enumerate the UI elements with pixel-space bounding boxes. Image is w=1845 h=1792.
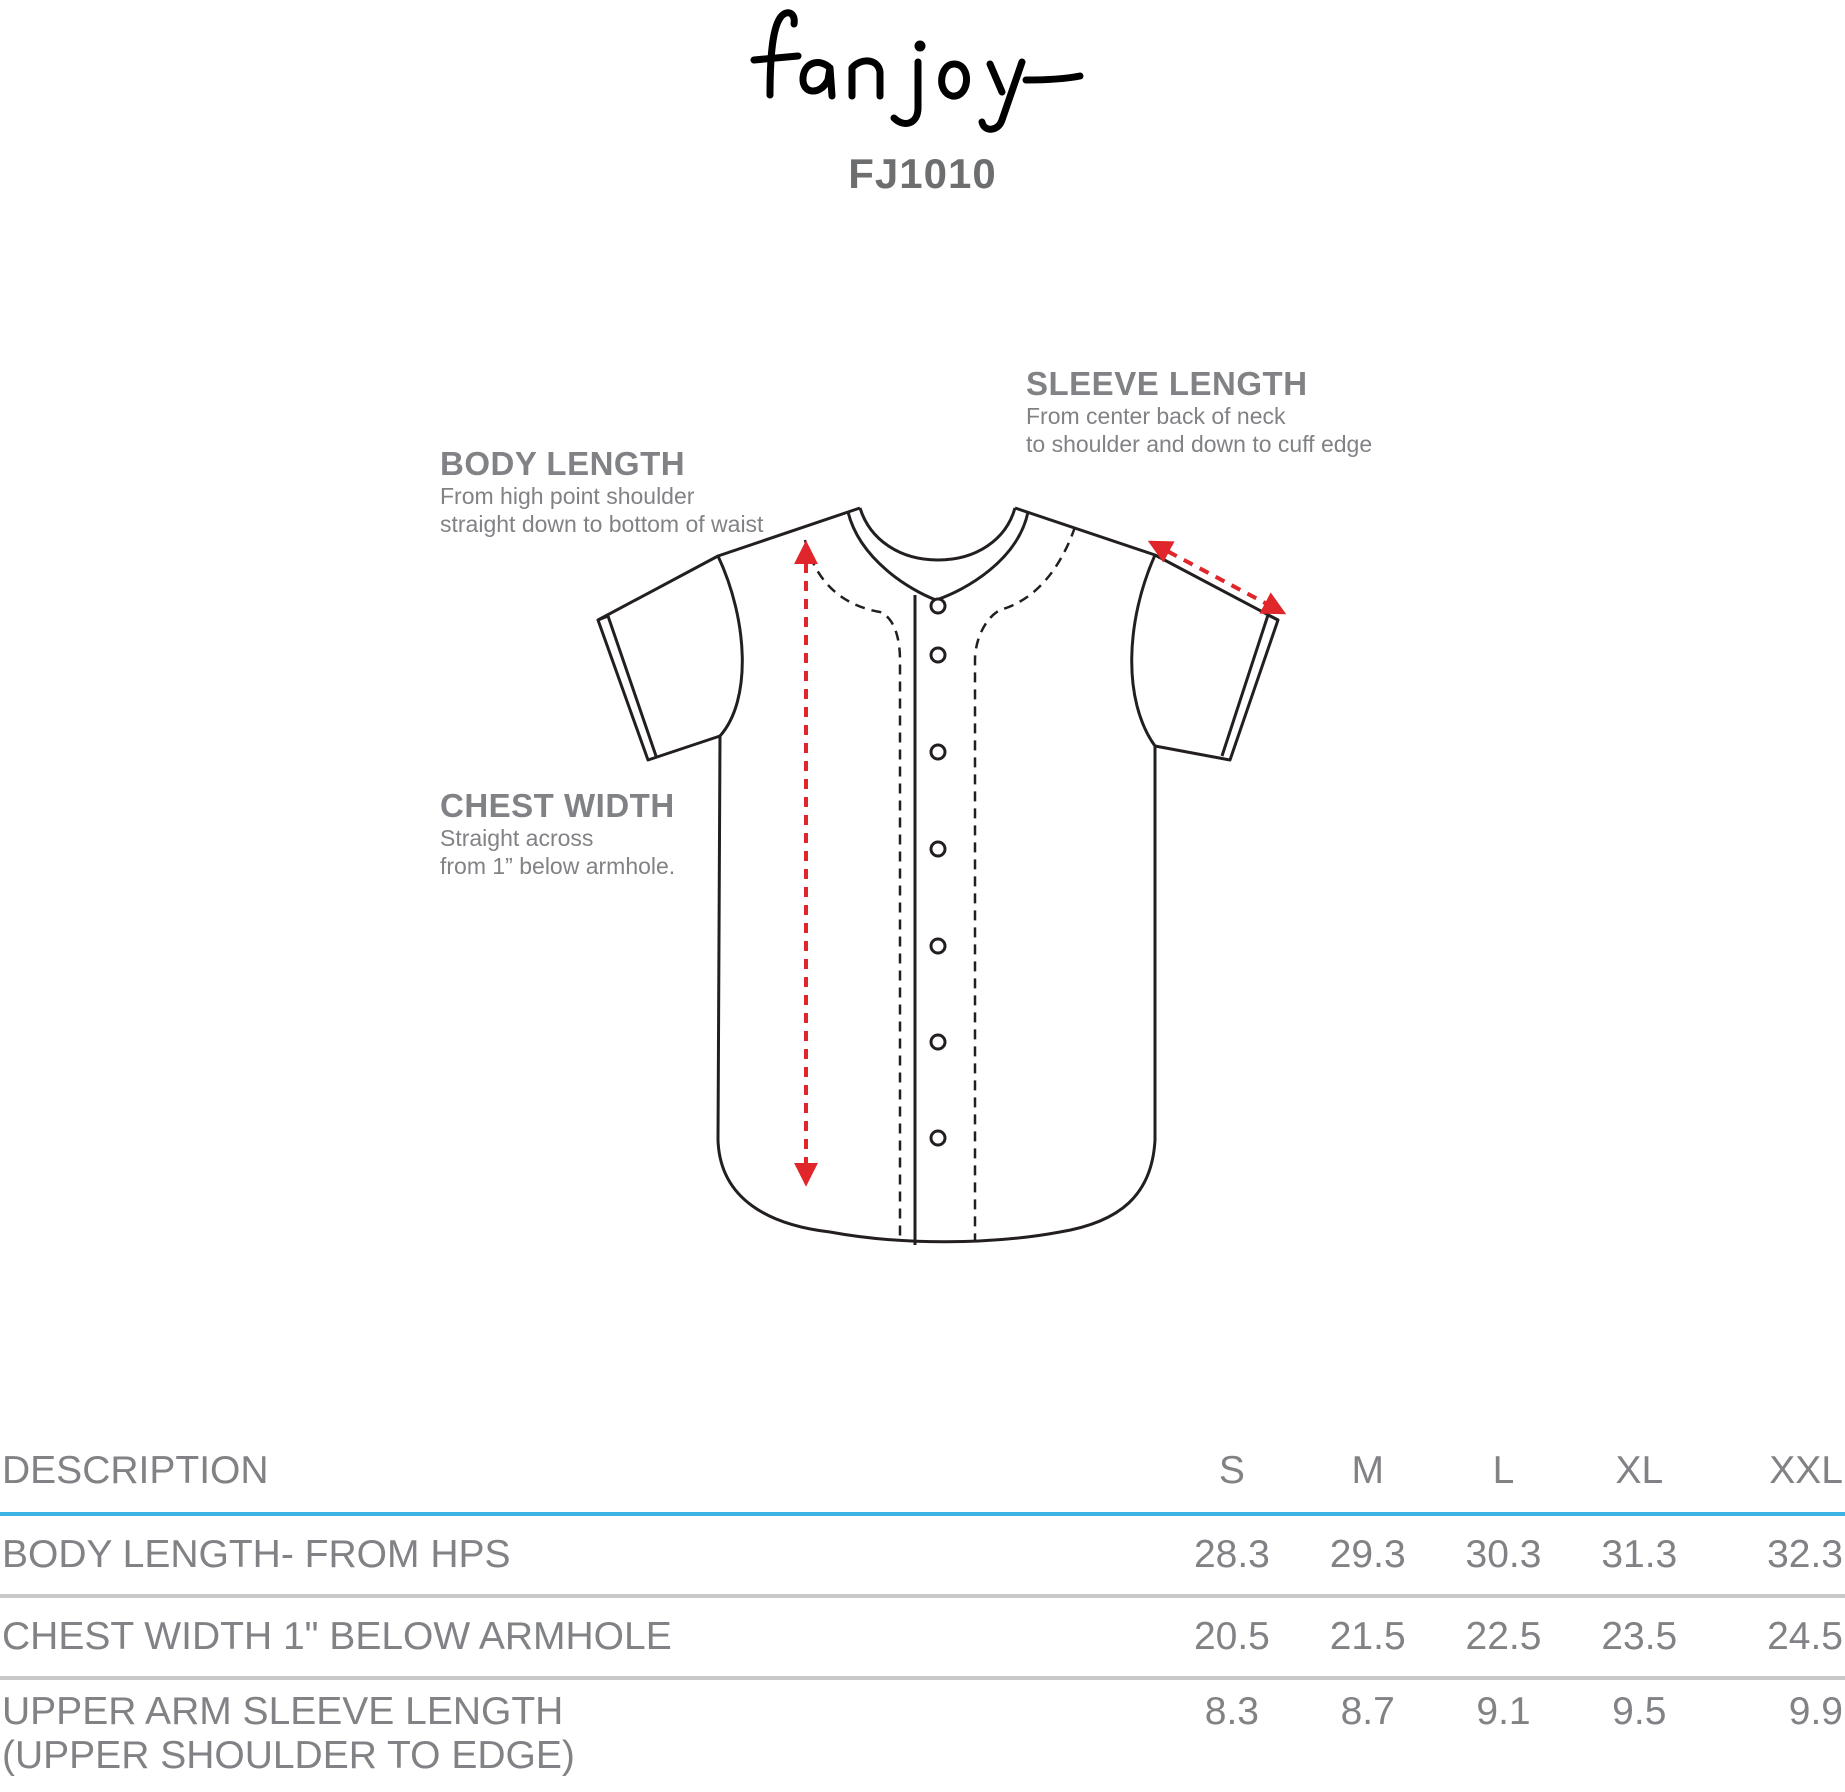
table-row [0,1678,1845,1780]
table-cell: 9.9 [1788,1690,1843,1733]
button-4 [931,842,945,856]
table-cell: 30.3 [1436,1514,1572,1596]
button-7 [931,1131,945,1145]
table-cell: 31.3 [1571,1514,1707,1596]
fanjoy-logo [740,0,1100,140]
button-5 [931,939,945,953]
product-code: FJ1010 [848,150,997,197]
button-6 [931,1035,945,1049]
table-cell: 29.3 [1300,1514,1436,1596]
table-cell: 28.3 [1164,1514,1300,1596]
table-cell: 9.5 [1612,1690,1667,1733]
size-chart-table [0,1430,1845,1780]
table-cell: 32.3 [1707,1514,1845,1596]
chest-width-desc-1: Straight across [440,825,594,851]
table-cell: 8.7 [1340,1690,1395,1733]
row-description: CHEST WIDTH 1" BELOW ARMHOLE [0,1596,1164,1678]
row-description [0,1678,1164,1780]
table-cell: 20.5 [1164,1596,1300,1678]
table-row [0,1514,1845,1596]
header-size-xl: XL [1571,1430,1707,1514]
table-row [0,1596,1845,1678]
table-cell: 8.3 [1204,1690,1259,1733]
row-description-line-1: UPPER ARM SLEEVE LENGTH [2,1690,564,1733]
body-length-desc-2: straight down to bottom of waist [440,511,764,537]
button-3 [931,745,945,759]
table-cell: 9.1 [1476,1690,1531,1733]
row-description-line-2: (UPPER SHOULDER TO EDGE) [2,1734,575,1777]
body-length-title: BODY LENGTH [440,445,686,482]
button-2 [931,648,945,662]
table-header-row [0,1430,1845,1514]
header-size-s: S [1164,1430,1300,1514]
table-cell: 22.5 [1436,1596,1572,1678]
jersey-diagram [560,490,1320,1270]
table-cell: 23.5 [1571,1596,1707,1678]
row-description: BODY LENGTH- FROM HPS [0,1514,1164,1596]
sleeve-length-desc-2: to shoulder and down to cuff edge [1026,431,1373,457]
chest-width-title: CHEST WIDTH [440,787,675,824]
sleeve-length-callout [1026,366,1372,458]
sleeve-length-title: SLEEVE LENGTH [1026,365,1308,402]
header-size-m: M [1300,1430,1436,1514]
body-length-desc-1: From high point shoulder [440,483,695,509]
header-size-xxl: XXL [1707,1430,1845,1514]
table-cell: 24.5 [1707,1596,1845,1678]
sleeve-length-desc-1: From center back of neck [1026,403,1286,429]
sleeve-length-arrow [1152,543,1282,612]
header-description: DESCRIPTION [0,1430,1164,1514]
chest-width-desc-2: from 1” below armhole. [440,853,676,879]
table-cell: 21.5 [1300,1596,1436,1678]
button-1 [931,599,945,613]
header-size-l: L [1436,1430,1572,1514]
